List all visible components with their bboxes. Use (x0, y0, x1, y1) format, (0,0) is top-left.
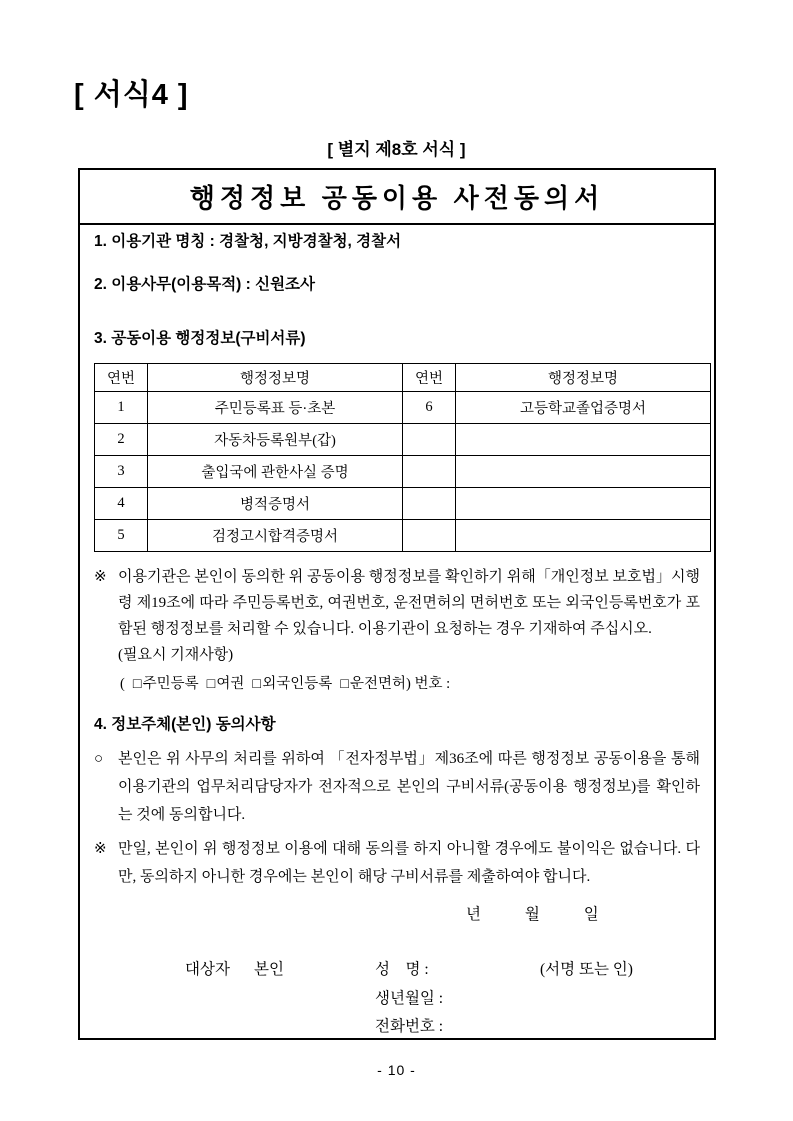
privacy-note-text: 이용기관은 본인이 동의한 위 공동이용 행정정보를 확인하기 위해「개인정보 보호법」시행령 제19조에 따라 주민등록번호, 여권번호, 운전면허의 면허번호 또는 외국인등록번호가 포함된 행정정보를 처리할 수 있습니다. 이용기관이 요청하는 경우 기재하여 주십시오. (118, 569, 700, 637)
table-header-cell: 연번 (403, 364, 456, 392)
attachment-form-label: [ 별지 제8호 서식 ] (327, 140, 466, 159)
checkbox-icon: □ (340, 676, 349, 692)
consent-statement (94, 745, 700, 829)
privacy-note-suffix: (필요시 기재사항) (118, 647, 234, 663)
note-marker: ※ (94, 569, 107, 585)
table-cell (456, 424, 711, 456)
table-header-cell: 연번 (95, 364, 148, 392)
id-type-option (133, 676, 199, 692)
table-cell: 4 (95, 488, 148, 520)
table-row (95, 520, 711, 552)
subject-label: 대상자 (185, 961, 230, 978)
item-agency-name: 1. 이용기관 명칭 : 경찰청, 지방경찰청, 경찰서 (94, 233, 402, 250)
item-shared-documents: 3. 공동이용 행정정보(구비서류) (94, 330, 306, 347)
table-cell (403, 456, 456, 488)
document-table (94, 363, 711, 552)
table-cell (456, 520, 711, 552)
table-cell (403, 488, 456, 520)
table-header-cell: 행정정보명 (456, 364, 711, 392)
table-cell (456, 488, 711, 520)
item-use-purpose: 2. 이용사무(이용목적) : 신원조사 (94, 276, 316, 293)
checkbox-icon: □ (252, 676, 262, 692)
id-line-suffix: ) 번호 : (406, 676, 451, 692)
consent-marker: ○ (94, 751, 104, 767)
disclaimer-note (94, 835, 700, 891)
table-cell: 5 (95, 520, 148, 552)
phone-label: 전화번호 : (375, 1018, 444, 1035)
id-type-option (252, 676, 332, 692)
table-cell: 2 (95, 424, 148, 456)
id-type-options (125, 676, 406, 692)
table-row (95, 424, 711, 456)
id-type-label: 주민등록 (142, 676, 199, 692)
table-cell (403, 424, 456, 456)
page-number: - 10 - (377, 1062, 416, 1078)
table-cell: 1 (95, 392, 148, 424)
table-header-cell: 행정정보명 (148, 364, 403, 392)
disclaimer-text: 만일, 본인이 위 행정정보 이용에 대해 동의를 하지 아니할 경우에도 불이익은 없습니다. 다만, 동의하지 아니한 경우에는 본인이 해당 구비서류를 제출하여야 합니다. (118, 841, 700, 885)
table-cell: 3 (95, 456, 148, 488)
form-number-label: [ 서식4 ] (74, 79, 189, 111)
date-line (94, 903, 700, 927)
form-body (80, 225, 714, 1053)
birthdate-label: 생년월일 : (375, 990, 444, 1007)
id-line-prefix: ( (120, 676, 125, 692)
table-head (95, 364, 711, 392)
table-body (95, 392, 711, 552)
consent-form-box (78, 168, 716, 1040)
id-type-label: 운전면허 (350, 676, 407, 692)
table-cell: 병적증명서 (148, 488, 403, 520)
table-row (95, 488, 711, 520)
table-cell (403, 520, 456, 552)
table-cell: 주민등록표 등·초본 (148, 392, 403, 424)
date-month-label: 월 (524, 906, 540, 923)
table-cell: 고등학교졸업증명서 (456, 392, 711, 424)
privacy-note (94, 564, 700, 642)
consent-statement-text: 본인은 위 사무의 처리를 위하여 「전자정부법」제36조에 따른 행정정보 공동이용을 통해 이용기관의 업무처리담당자가 전자적으로 본인의 구비서류(공동이용 행정정보)를 확인하는 것에 동의합니다. (118, 751, 700, 823)
table-cell (456, 456, 711, 488)
checkbox-icon: □ (206, 676, 216, 692)
signature-block (94, 957, 700, 1053)
checkbox-icon: □ (132, 676, 142, 692)
table-cell: 출입국에 관한사실 증명 (148, 456, 403, 488)
signature-or-seal-note: (서명 또는 인) (540, 961, 633, 978)
date-year-label: 년 (466, 906, 481, 923)
table-row (95, 456, 711, 488)
table-header-row (95, 364, 711, 392)
table-row (95, 392, 711, 424)
form-title: 행정정보 공동이용 사전동의서 (80, 170, 714, 225)
item-consent-heading: 4. 정보주체(본인) 동의사항 (94, 716, 276, 733)
id-type-option (207, 676, 245, 692)
id-type-option (340, 676, 406, 692)
id-number-line (120, 672, 700, 696)
disclaimer-marker: ※ (94, 841, 107, 857)
id-type-label: 외국인등록 (262, 676, 333, 692)
table-cell: 자동차등록원부(갑) (148, 424, 403, 456)
table-cell: 검정고시합격증명서 (148, 520, 403, 552)
subject-value: 본인 (254, 961, 284, 978)
table-cell: 6 (403, 392, 456, 424)
date-day-label: 일 (583, 906, 599, 923)
name-label: 성 명 : (375, 961, 429, 978)
id-type-label: 여권 (216, 676, 245, 692)
